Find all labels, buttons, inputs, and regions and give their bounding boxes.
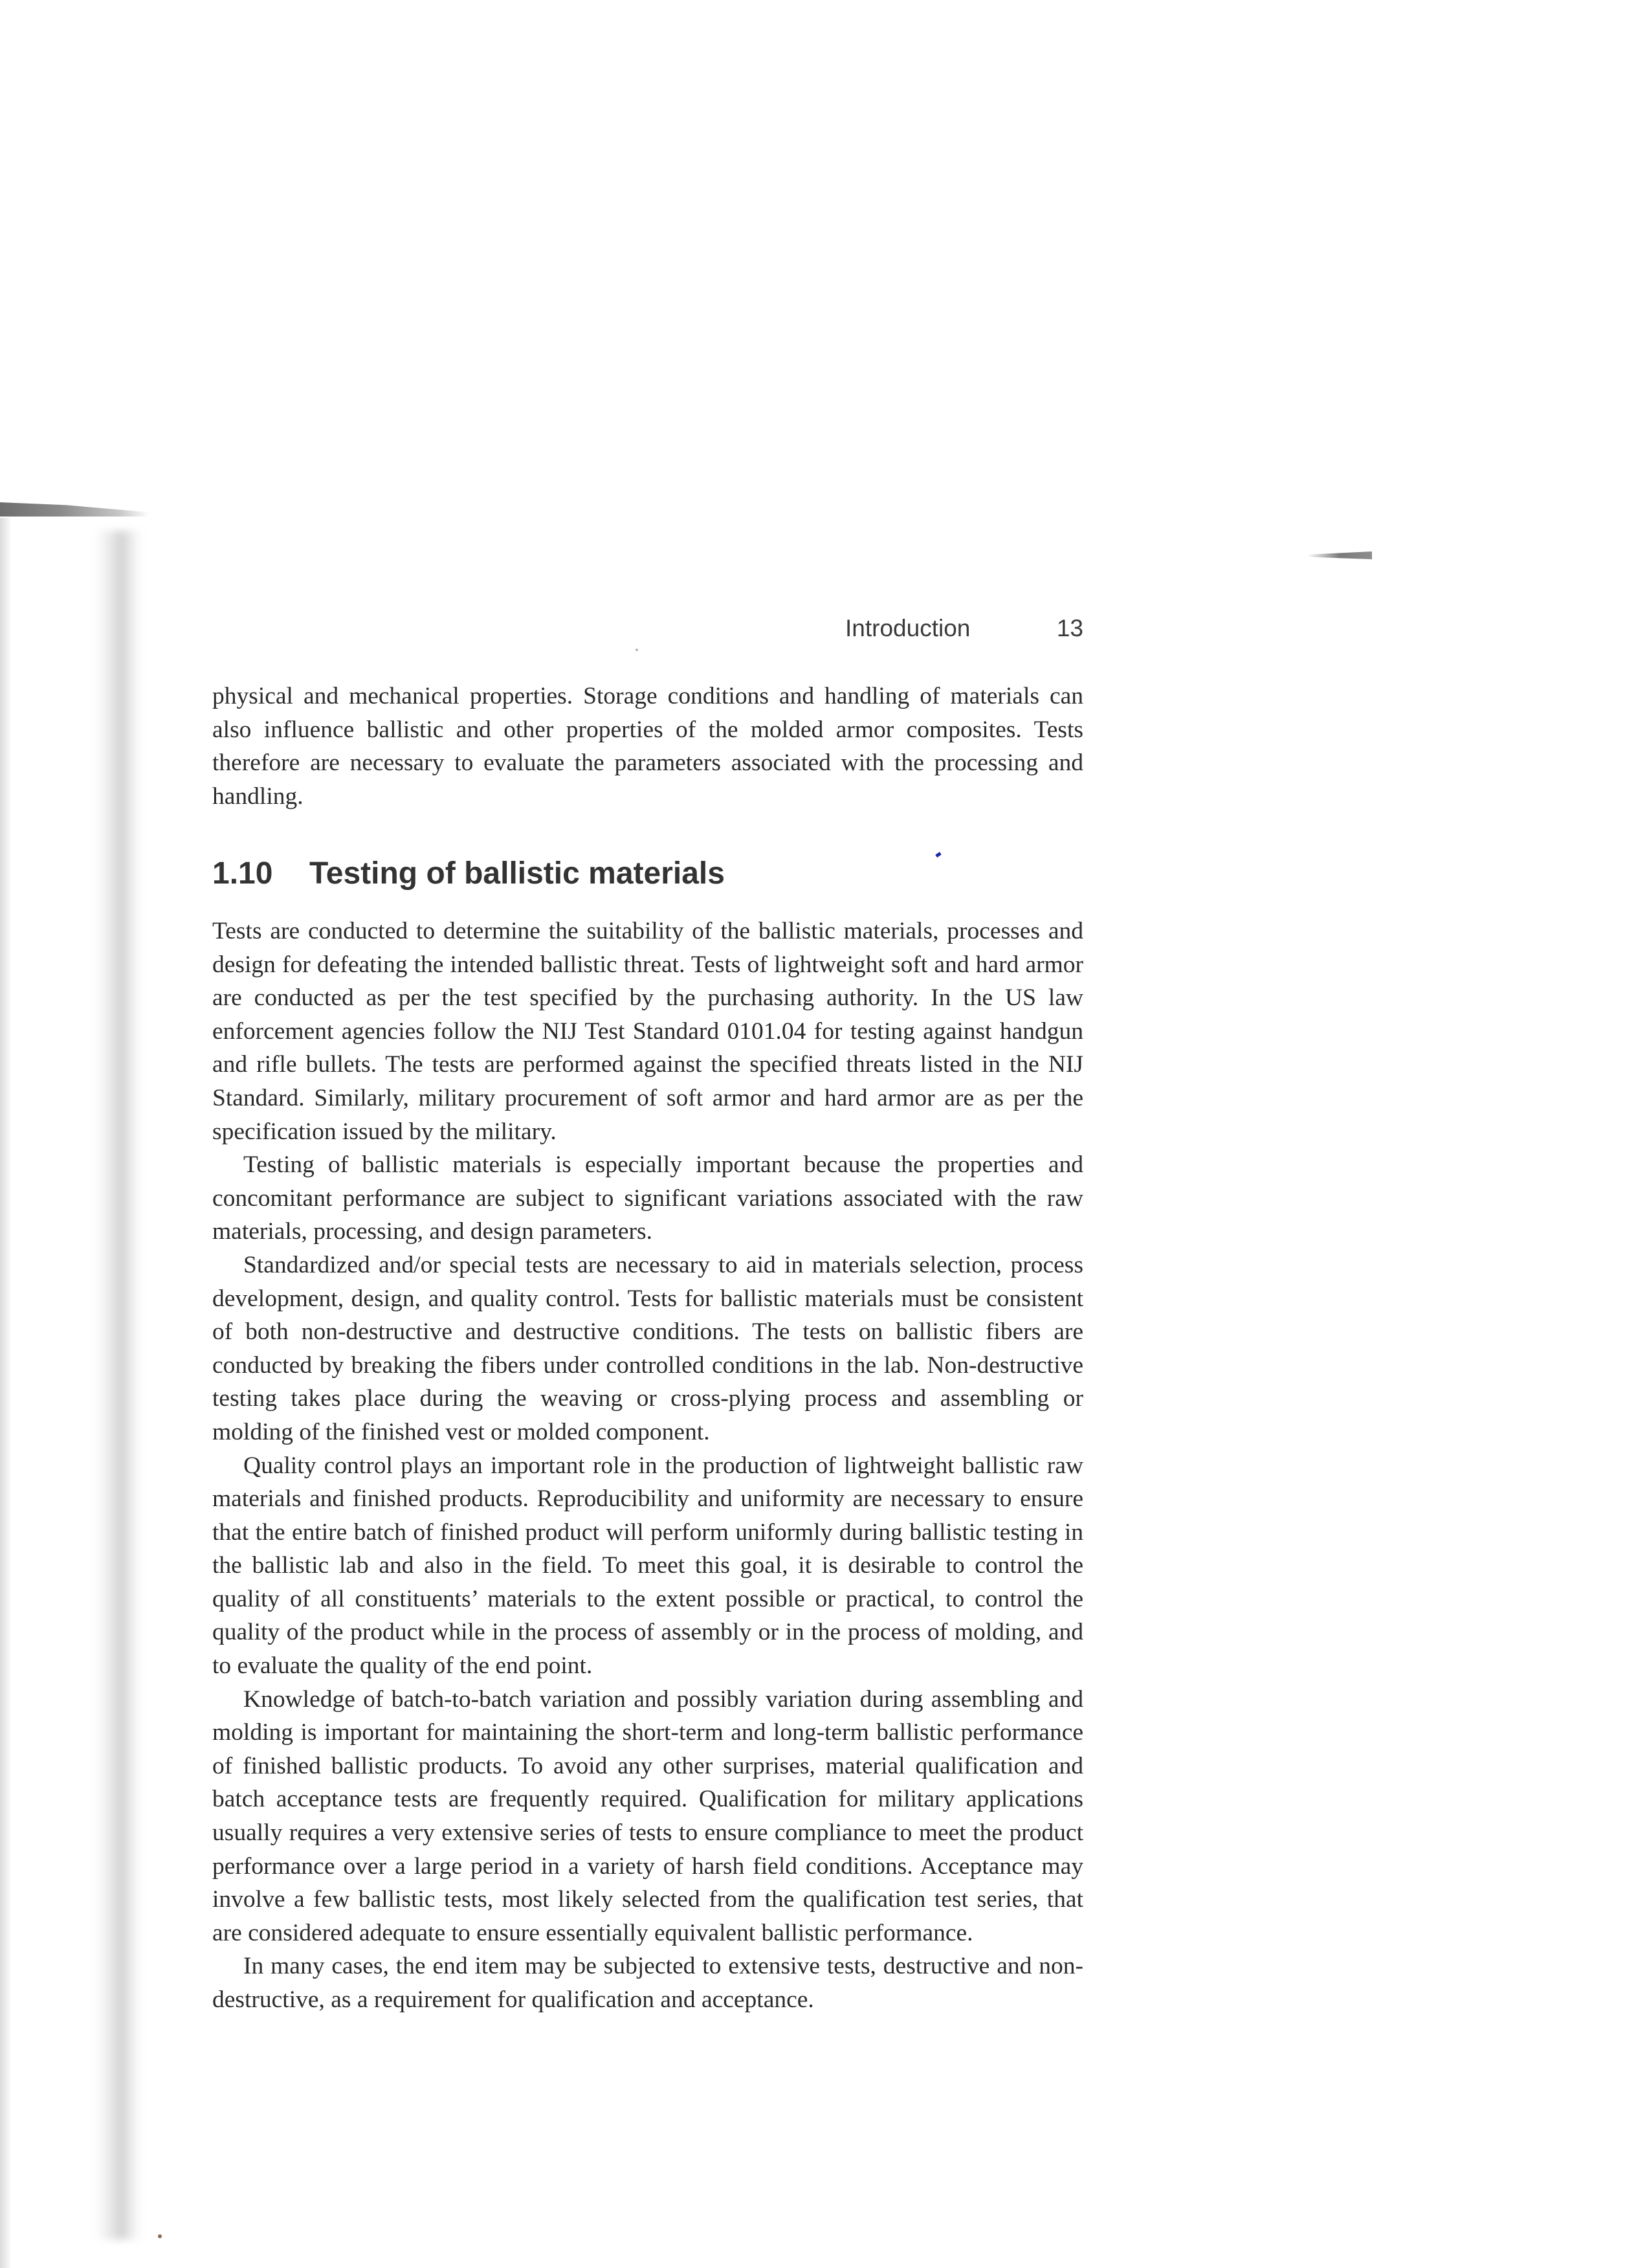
page-number: 13 bbox=[1056, 615, 1083, 641]
body-paragraph: Standardized and/or special tests are necessary to aid in materials selection, process development, design, and quality control. Tests for ballistic materials must be consistent of both non-destructive and destructive conditions. The tests on ballistic fibers are conducted by breaking the fibers under controlled conditions in the lab. Non-destructive testing takes place during the weaving or cross-plying process and assembling or molding of the finished vest or molded component. bbox=[212, 1251, 1083, 1445]
body-paragraph: Tests are conducted to determine the suitability of the ballistic materials, processes and design for defeating the intended ballistic threat. Tests of lightweight soft and hard armor are conducted as per the test specified by the purchasing authority. In the US law enforcement agencies follow the NIJ Test Standard 0101.04 for testing against handgun and rifle bullets. The tests are performed against the specified threats listed in the NIJ Standard. Similarly, military procurement of soft armor and hard armor are as per the specification issued by the military. bbox=[212, 918, 1083, 1145]
continued-paragraph: physical and mechanical properties. Storage conditions and handling of materials can also influence ballistic and other properties of the molded armor composites. Tests therefore are necessary to evaluate the parameters associated with the processing and handling. bbox=[212, 683, 1083, 810]
body-paragraph: In many cases, the end item may be subjected to extensive tests, destructive and non-destructive, as a requirement for qualification and acceptance. bbox=[212, 1953, 1083, 2013]
running-title: Introduction bbox=[845, 615, 971, 641]
scan-edge-mark-left bbox=[0, 502, 149, 517]
scan-left-edge-shade bbox=[0, 518, 12, 2268]
continued-paragraph-block bbox=[212, 680, 1083, 813]
section-heading bbox=[212, 856, 1083, 900]
section-number: 1.10 bbox=[212, 856, 273, 891]
section-title: Testing of ballistic materials bbox=[309, 856, 725, 891]
scan-edge-mark-right bbox=[1307, 551, 1372, 559]
dust-speck bbox=[636, 649, 638, 651]
dust-speck-bottom bbox=[158, 2234, 162, 2238]
section-body bbox=[212, 915, 1083, 2017]
body-paragraph: Knowledge of batch-to-batch variation and possibly variation during assembling and molding is important for maintaining the short-term and long-term ballistic performance of finished ballistic products. To avoid any other surprises, material qualification and batch acceptance tests are frequently required. Qualification for military applications usually requires a very extensive series of tests to ensure compliance to meet the product performance over a large period in a variety of harsh field conditions. Acceptance may involve a few ballistic tests, most likely selected from the qualification test series, that are considered adequate to ensure essentially equivalent ballistic performance. bbox=[212, 1685, 1083, 1946]
running-header bbox=[845, 615, 1083, 647]
body-paragraph: Testing of ballistic materials is especially important because the properties and concomitant performance are subject to significant variations associated with the raw materials, processing, and design parameters. bbox=[212, 1151, 1083, 1245]
body-paragraph: Quality control plays an important role in the production of lightweight ballistic raw materials and finished products. Reproducibility and uniformity are necessary to ensure that the entire batch of finished product will perform uniformly during ballistic testing in the ballistic lab and also in the field. To meet this goal, it is desirable to control the quality of all constituents’ materials to the extent possible or practical, to control the quality of the product while in the process of assembly or in the process of molding, and to evaluate the quality of the end point. bbox=[212, 1452, 1083, 1680]
book-binding-shadow bbox=[96, 531, 142, 2240]
